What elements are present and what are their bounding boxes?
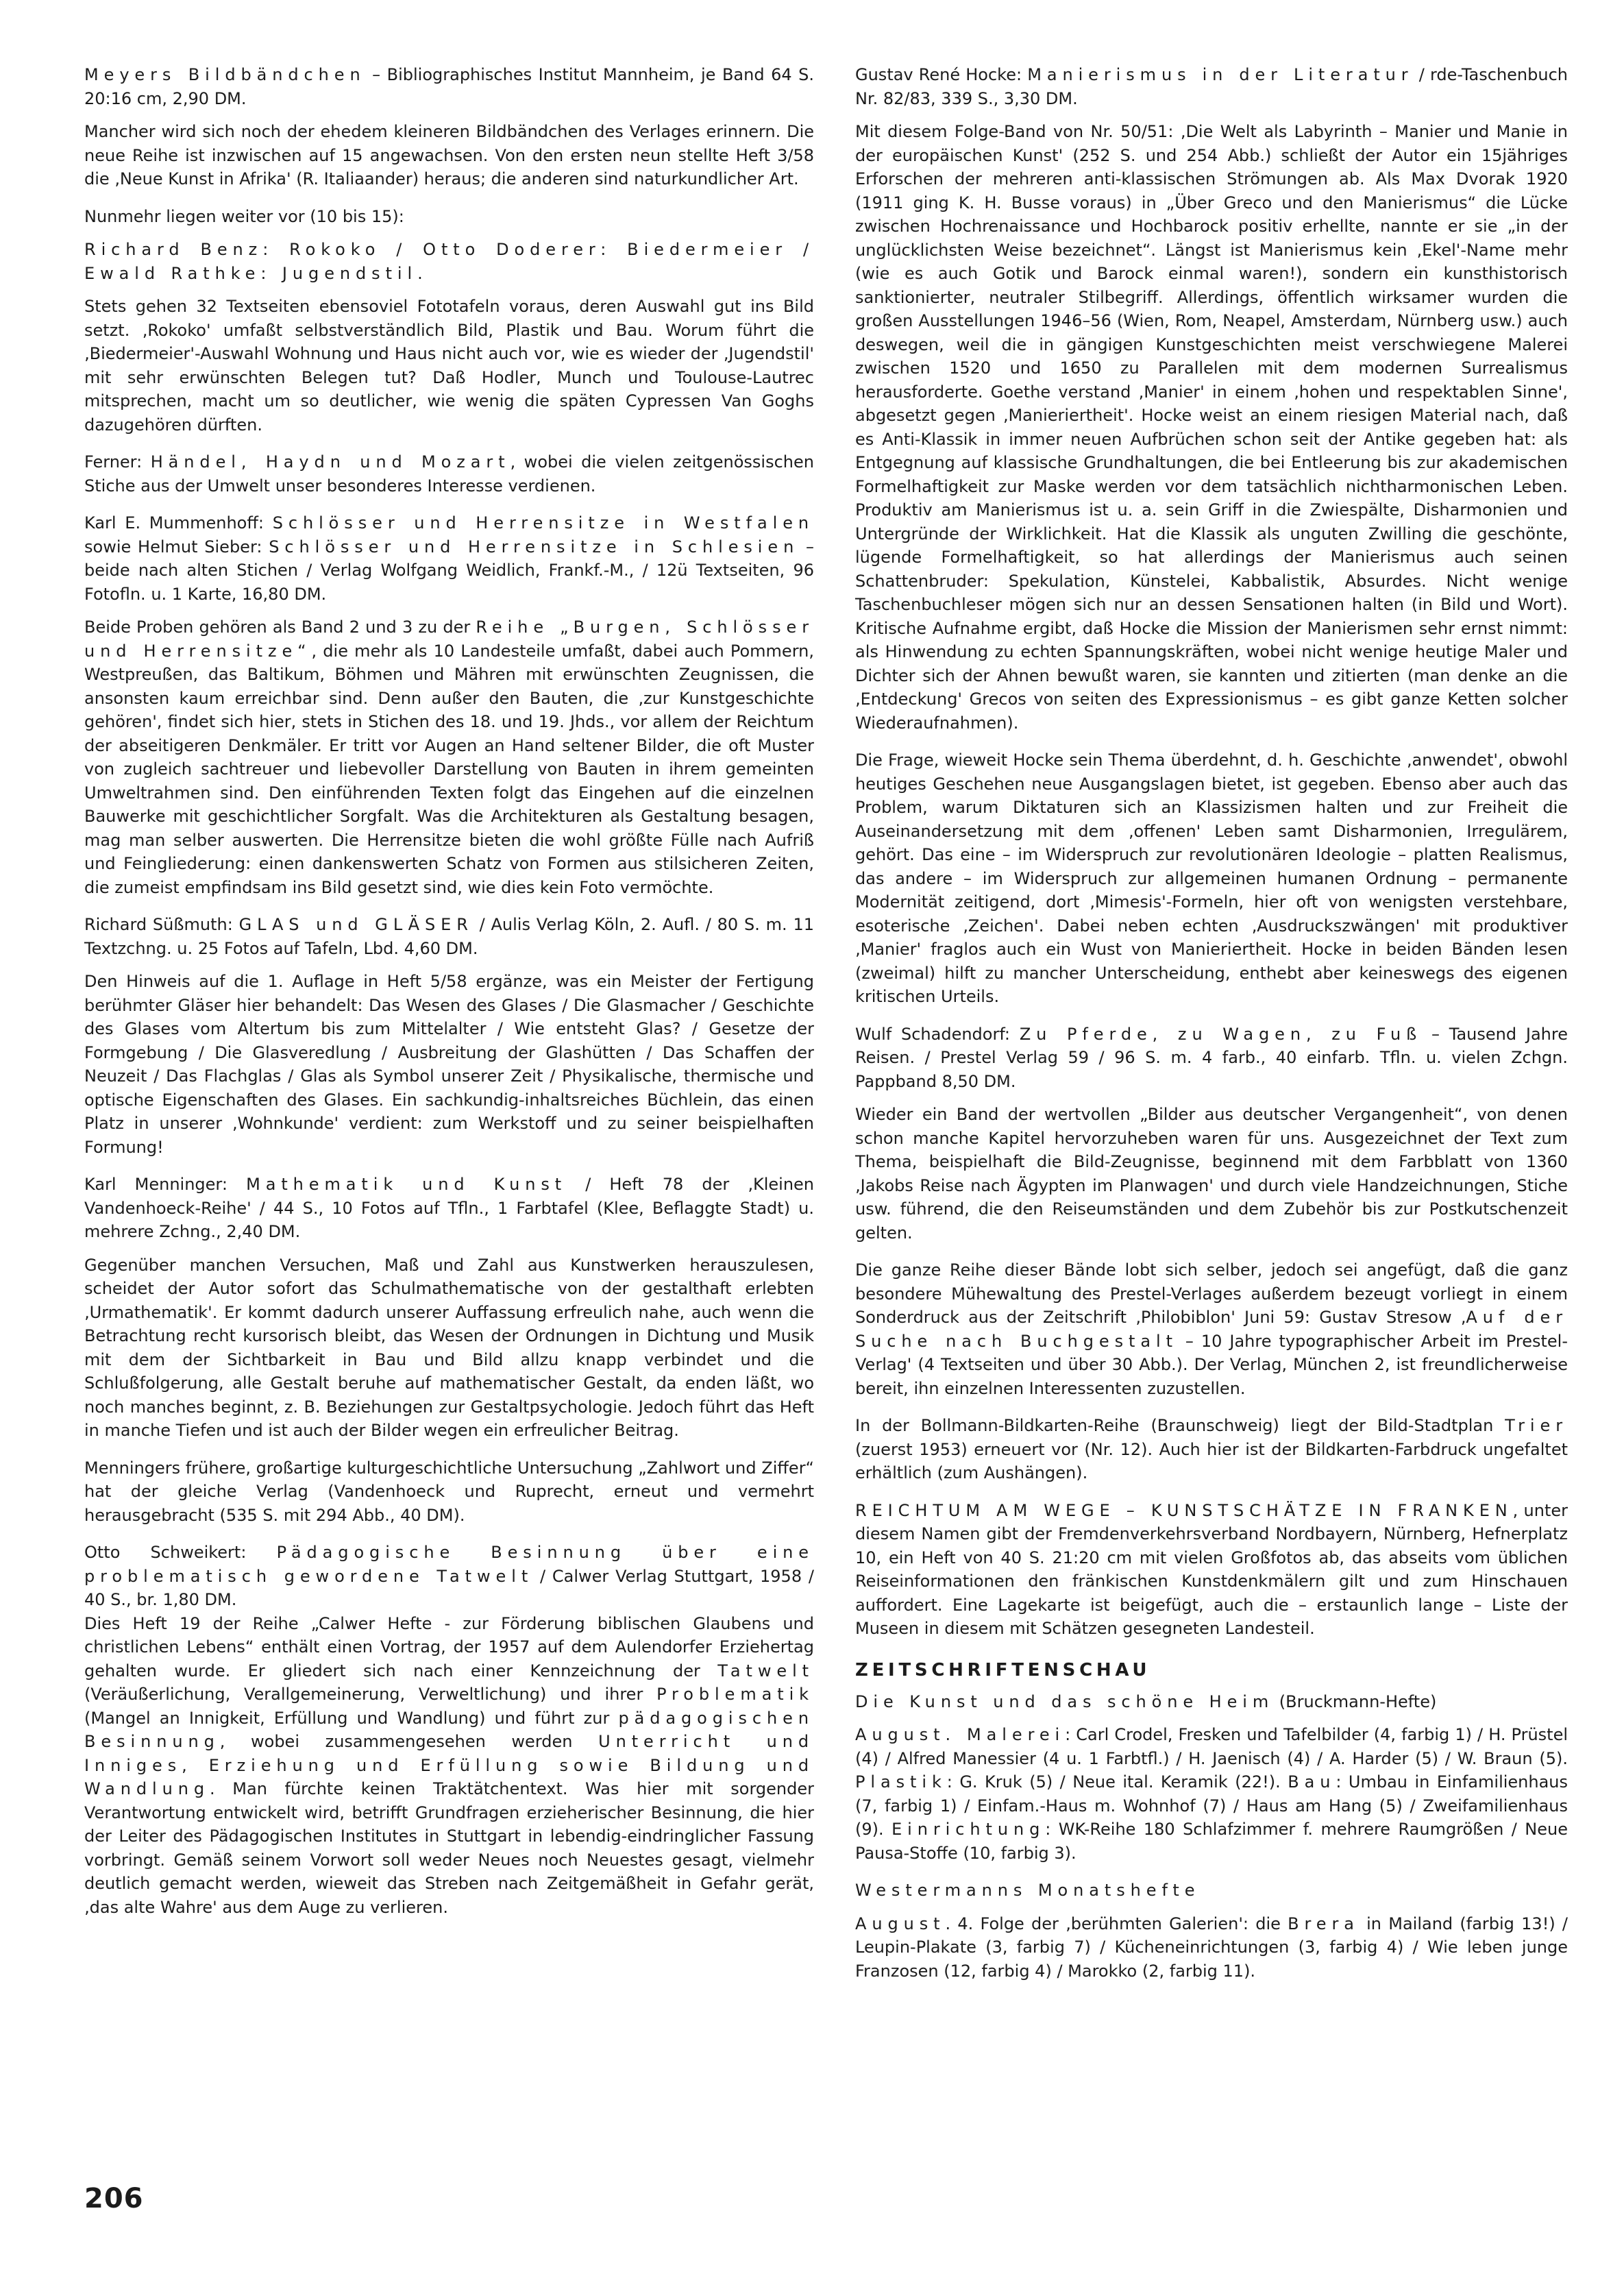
text-run: (Veräußerlichung, Verallgemeinerung, Verweltlichung) und ihrer [84, 1685, 657, 1704]
text-run: Karl E. Mummenhoff: [84, 513, 273, 533]
section-title-zeitschriftenschau: ZEITSCHRIFTENSCHAU [855, 1659, 1151, 1681]
text-run: : G. Kruk (5) / Neue ital. Keramik (22!). [946, 1772, 1288, 1792]
spaced-emphasis: Einrichtung [891, 1820, 1046, 1839]
text-run: Karl Menninger: [84, 1175, 247, 1194]
text-run: / rde-Taschenbuch Nr. 82/83, 339 S., 3,30 DM. [855, 65, 1568, 108]
review-paragraph [855, 748, 1568, 1009]
text-run: Mit diesem Folge-Band von Nr. 50/51: ‚Die Welt als Labyrinth – Manier und Manie in der europäischen Kunst' (252 S. und 254 Abb.) schließt der Autor ein 15jähriges Erforschen der mehreren anti-klassischen Strömungen ab. Als Max Dvorak 1920 (1911 ging K. H. Busse voraus) in „Über Greco und den Manierismus“ die Lücke zwischen Hochrenaissance und Hochbarock positiv erhellte, nannte er sie „in der unglücklichsten Weise bezeichnet“. Längst ist Manierismus kein ‚Ekel'-Name mehr (wie es auch Gotik und Barock einmal waren!), sondern ein kunsthistorisch sanktionierter, neutraler Stilbegriff. Allerdings, öffentlich wirksamer wurden die großen Ausstellungen 1946–56 (Wien, Rom, Neapel, Amsterdam, Nürnberg usw.) auch deswegen, weil die in gängigen Kunstgeschichten meist verschwiegene Malerei zwischen 1520 und 1650 zu Parallelen mit dem modernen Surrealismus herausforderte. Goethe verstand ‚Manier' in einem ‚hohen und respektablen Sinne', abgesetzt gegen ‚Manieriertheit'. Hocke weist an einem riesigen Material nach, daß es Anti-Klassik in immer neuen Aufbrüchen schon seit der Antike gegeben hat: als Entgegnung auf klassische Grundhaltungen, die bei Entleerung bis zur akademischen Formelhaftigkeit zur Maske werden vor dem tatsächlich nichtharmonischen Leben. Produktiv am Manierismus ist u. a. sein Griff in die Zwiespälte, Disharmonien und Untergründe der Wirklichkeit. Hat die Klassik als unguten Zwilling die geschönte, lügende Formelhaftigkeit, so hat allerdings der Manierismus auch seinen Schattenbruder: Spekulation, Künstelei, Kabbalistik, Absurdes. Nicht wenige Taschenbuchleser mögen sich nur an dessen Sensationen halten (in Bild und Wort). Kritische Aufnahme ergibt, daß Hocke die Mission der Manierismen sehr ernst nimmt: als Hinwendung zu echten Spannungskräften, wobei nicht wenige heutige Maler und Dichter sich der Ahnen bewußt waren, sie kannten und zitierten (man denke an die ‚Entdeckung' Grecos von seiten des Expressionismus – es gibt ganze Ketten solcher Wiederaufnahmen). [855, 122, 1568, 733]
text-run: Die Frage, wieweit Hocke sein Thema überdehnt, d. h. Geschichte ‚anwendet', obwohl heutiges Geschehen neue Ausgangslagen bietet, ist gegeben. Ebenso aber auch das Problem, warum Diktaturen sich an Klassizismen halten und zur Freiheit die Auseinandersetzung mit dem ‚offenen' Leben samt Disharmonien, Irregulärem, gehört. Das eine – im Widerspruch zur revolutionären Ideologie – platten Realismus, das andere – im Widerspruch zur allgemeinen humanen Ordnung – permanente Modernität zeitigend, dort ‚Mimesis'-Formeln, hier oft von wenigsten verstehbare, esoterische ‚Zeichen'. Dabei neben echten ‚Ausdruckszwängen' mit produktiver ‚Manier' fraglos auch ein Wust von Manieriertheit. Hocke in beiden Bänden lesen (zweimal) hilft zu mancher Unterscheidung, enthebt aber keineswegs des eigenen kritischen Urteils. [855, 750, 1568, 1006]
review-heading-glas [84, 913, 814, 960]
text-run: Gustav René Hocke: [855, 65, 1028, 84]
text-run: Richard Süßmuth: [84, 915, 239, 934]
text-run: , die mehr als 10 Landesteile umfaßt, dabei auch Pommern, Westpreußen, das Baltikum, Böhmen und Mähren mit erwünschten Zeugnissen, die ansonsten kaum erreichbar sind. Denn außer den Bauten, die ‚zur Kunstgeschichte gehören', findet sich hier, stets in Stichen des 18. und 19. Jhds., vor allem der Reichtum der abseitigeren Denkmäler. Er tritt vor Augen an Hand seltener Bilder, die oft Muster von zugleich sachtreuer und liebevoller Darstellung von Bauten in ihrem gemeinten Umweltrahmen sind. Den einführenden Texten folgt das Eingehen auf die einzelnen Bauwerke mit geschichtlicher Sorgfalt. Was die Architekturen als Gestaltung besagen, mag man selber auswerten. Die Herrensitze bieten die wohl größte Fülle nach Aufriß und Feingliederung: einen dankenswerten Schatz von Formen aus stilsicheren Zeiten, die zumeist empfindsam ins Bild gesetzt sind, wie dies kein Foto vermöchte. [84, 641, 814, 897]
text-run: : WK-Reihe 180 Schlafzimmer f. mehrere Raumgrößen / Neue Pausa-Stoffe (10, farbig 3). [855, 1820, 1568, 1863]
magazine-title-kunst-heim [855, 1690, 1568, 1714]
text-run: , wobei die vielen zeitgenössischen Stiche aus der Umwelt unser besonderes Interesse verdienen. [84, 452, 814, 496]
review-paragraph [84, 615, 814, 899]
review-heading-bildbaendchen [84, 63, 814, 110]
spaced-emphasis: Brera [1288, 1914, 1360, 1933]
text-run: in Mailand (farbig 13!) / Leupin-Plakate (3, farbig 7) / Kücheneinrichtungen (3, farbig 4) / Wie leben junge Franzosen (12, farbig 4) / Marokko (2, farbig 11). [855, 1914, 1568, 1981]
text-run: / Calwer Verlag Stuttgart, 1958 / 40 S., br. 1,80 DM. [84, 1566, 814, 1609]
spaced-emphasis: Mathematik und Kunst [246, 1175, 567, 1194]
spaced-emphasis: Bau [1288, 1772, 1336, 1792]
text-run: Beide Proben gehören als Band 2 und 3 zu der [84, 618, 476, 637]
left-column [84, 63, 814, 1933]
spaced-emphasis: Reihe „Burgen, Schlösser und Herrensitze“ [84, 618, 814, 661]
review-paragraph [855, 1103, 1568, 1245]
spaced-emphasis: August. Malerei [855, 1725, 1066, 1744]
review-heading-reisen [855, 1023, 1568, 1094]
text-run: (Bruckmann-Hefte) [1274, 1691, 1437, 1711]
spaced-emphasis: Zu Pferde, zu Wagen, zu Fuß [1019, 1024, 1423, 1044]
text-run: : Carl Crodel, Fresken und Tafelbilder (4, farbig 1) / H. Prüstel (4) / Alfred Manessier (4 u. 1 Farbtfl.) / H. Jaenisch (4) / A. Harder (5) / W. Braun (5). [855, 1725, 1568, 1768]
magazine-title-westermanns [855, 1879, 1568, 1903]
spaced-emphasis: Westermanns Monatshefte [855, 1881, 1201, 1900]
review-paragraph [84, 295, 814, 437]
text-run: In der Bollmann-Bildkarten-Reihe (Braunschweig) liegt der Bild-Stadtplan [855, 1416, 1505, 1435]
spaced-emphasis: August [855, 1914, 946, 1933]
review-heading-mathematik [84, 1173, 814, 1244]
spaced-emphasis: Unterricht und Inniges, Erziehung und Erfüllung sowie Bildung und Wandlung [84, 1732, 814, 1798]
text-run: Den Hinweis auf die 1. Auflage in Heft 5/58 ergänze, was ein Meister der Fertigung berühmter Gläser hier behandelt: Das Wesen des Glases / Die Glasmacher / Geschichte des Glases vom Altertum bis zum Mittelalter / Wie entsteht Glas? / Gesetze der Formgebung / Die Glasveredlung / Ausbreitung der Glashütten / Das Schaffen der Neuzeit / Das Flachglas / Glas als Symbol unserer Zeit / Physikalische, thermische und optische Eigenschaften des Glases. Ein sachkundig-inhaltsreiches Büchlein, das einen Platz in unserer ‚Wohnkunde' verdient: zum Werkstoff und zu seiner beispielhaften Formung! [84, 972, 814, 1157]
title-list [84, 238, 814, 285]
text-run: (Mangel an Innigkeit, Erfüllung und Wandlung) und führt zur [84, 1708, 619, 1728]
page-number: 206 [84, 2183, 144, 2214]
review-heading-schloesser [84, 511, 814, 606]
text-run: Nunmehr liegen weiter vor (10 bis 15): [84, 206, 404, 226]
text-run: Ferner: [84, 452, 151, 472]
text-run: Gegenüber manchen Versuchen, Maß und Zahl aus Kunstwerken herauszulesen, scheidet der Autor sofort das Schulmathematische von der gestalthaft erlebten ‚Urmathematik'. Er kommt dadurch unserer Auffassung erfreulich nahe, auch wenn die Betrachtung recht kursorisch bleibt, das Wesen der Ordnungen in Dichtung und Musik mit dem der Sichtbarkeit in Bau und Bild allzu knapp verbindet und die Schlußfolgerung, alle Gestalt beruhe auf mathematischer Gestalt, da enden läßt, wo noch manches beginnt, z. B. Beziehungen zur Gestaltpsychologie. Jedoch führt das Heft in manche Tiefen und ist auch der Bilder wegen ein erfreulicher Beitrag. [84, 1255, 814, 1440]
text-run: Die ganze Reihe dieser Bände lobt sich selber, jedoch sei angefügt, daß die ganz besondere Mühewaltung des Prestel-Verlages außerdem bezeugt vorliegt in einem Sonderdruck aus der Zeitschrift ‚Philobiblon' Juni 59: Gustav Stresow ‚ [855, 1260, 1568, 1327]
spaced-emphasis: Manierismus in der Literatur [1027, 65, 1414, 84]
text-run: Otto Schweikert: [84, 1543, 277, 1562]
text-run: / Heft 78 der ‚Kleinen Vandenhoeck-Reihe' / 44 S., 10 Fotos auf Tfln., 1 Farbtafel (Klee, Beflaggte Stadt) u. mehrere Zchng., 2,40 DM. [84, 1175, 815, 1241]
spaced-emphasis: Auf der Suche nach Buchgestalt [855, 1308, 1568, 1351]
magazine-contents [855, 1912, 1568, 1983]
review-paragraph [84, 120, 814, 191]
right-column [855, 63, 1568, 1996]
text-run: Dies Heft 19 der Reihe „Calwer Hefte - zur Förderung biblischen Glaubens und christlichen Lebens“ enthält einen Vortrag, der 1957 auf dem Aulendorfer Erziehertag gehalten wurde. Er gliedert sich nach einer Kennzeichnung der [84, 1613, 814, 1681]
review-paragraph [855, 1258, 1568, 1400]
text-run: Menningers frühere, großartige kulturgeschichtliche Untersuchung „Zahlwort und Ziffer“ hat der gleiche Verlag (Vandenhoeck und Ruprecht, erneut und vermehrt herausgebracht (535 S. mit 294 Abb., 40 DM). [84, 1458, 814, 1525]
text-run: . Man fürchte keinen Traktätchentext. Was hier mit sorgender Verantwortung entwickelt wird, betrifft Grundfragen erzieherischer Besinnung, die hier der Leiter des Pädagogischen Institutes in Stuttgart in lebendig-eindringlicher Fassung vorbringt. Gemäß seinem Vorwort soll weder Neues noch Neuestes gesagt, vielmehr deutlich gemacht werden, wieweit das Streben nach Zeitgemäßheit in Gefahr gerät, ‚das alte Wahre' aus dem Auge zu verlieren. [84, 1779, 814, 1917]
spaced-emphasis: Tatwelt [717, 1661, 814, 1681]
spaced-emphasis: Die Kunst und das schöne Heim [855, 1691, 1275, 1711]
review-paragraph [84, 205, 814, 229]
text-run: (zuerst 1953) erneuert vor (Nr. 12). Auch hier ist der Bildkarten-Farbdruck ungefaltet erhältlich (zum Aushängen). [855, 1439, 1568, 1482]
text-run: . 4. Folge der ‚berühmten Galerien': die [945, 1914, 1288, 1933]
text-run: Mancher wird sich noch der ehedem kleineren Bildbändchen des Verlages erinnern. Die neue Reihe ist inzwischen auf 15 angewachsen. Von den ersten neun stellte Heft 3/58 die ‚Neue Kunst in Afrika' (R. Italiaander) heraus; die anderen sind naturkundlicher Art. [84, 122, 814, 188]
spaced-emphasis: Richard Benz: Rokoko / Otto Doderer: Biedermeier / Ewald Rathke: Jugendstil. [84, 240, 814, 283]
review-paragraph [84, 1612, 814, 1920]
text-run: – beide nach alten Stichen / Verlag Wolfgang Weidlich, Frankf.-M., / 12ü Textseiten, 96 Fotofln. u. 1 Karte, 16,80 DM. [84, 537, 814, 604]
text-run: , wobei zusammengesehen werden [219, 1732, 599, 1751]
review-paragraph [855, 1499, 1568, 1641]
review-paragraph [84, 970, 814, 1159]
spaced-emphasis: Trier [1505, 1416, 1568, 1435]
spaced-emphasis: GLAS und GLÄSER [238, 915, 473, 934]
review-heading-paedagogik [84, 1541, 814, 1612]
review-paragraph [84, 1456, 814, 1528]
text-run: – Tausend Jahre Reisen. / Prestel Verlag 59 / 96 S. m. 4 farb., 40 einfarb. Tfln. u. vielen Zchgn. Pappband 8,50 DM. [855, 1024, 1568, 1091]
text-run: sowie Helmut Sieber: [84, 537, 269, 557]
spaced-emphasis: REICHTUM AM WEGE – KUNSTSCHÄTZE IN FRANKEN [855, 1500, 1513, 1520]
spaced-emphasis: Meyers Bildbändchen [84, 65, 366, 84]
spaced-emphasis: Problematik [656, 1685, 814, 1704]
text-run: – Bibliographisches Institut Mannheim, je Band 64 S. 20:16 cm, 2,90 DM. [84, 65, 814, 108]
text-run: : Umbau in Einfamilienhaus (7, farbig 1) / Einfam.-Haus m. Wohnhof (7) / Haus am Hang (5) / Zweifamilienhaus (9). [855, 1772, 1568, 1839]
review-paragraph [84, 450, 814, 498]
spaced-emphasis: Händel, Haydn und Mozart [150, 452, 510, 472]
spaced-emphasis: Schlösser und Herrensitze in Westfalen [272, 513, 815, 533]
spaced-emphasis: Schlösser und Herrensitze in Schlesien [269, 537, 800, 557]
review-heading-manierismus [855, 63, 1568, 110]
review-paragraph [855, 1414, 1568, 1485]
text-run: – 10 Jahre typographischer Arbeit im Prestel-Verlag' (4 Textseiten und über 30 Abb.). Der Verlag, München 2, ist freundlicherweise bereit, ihn einzelnen Interessenten zuzustellen. [855, 1331, 1568, 1398]
magazine-contents [855, 1723, 1568, 1865]
spaced-emphasis: Pädagogische Besinnung über eine problematisch gewordene Tatwelt [84, 1543, 814, 1586]
text-run: / Aulis Verlag Köln, 2. Aufl. / 80 S. m. 11 Textzchng. u. 25 Fotos auf Tafeln, Lbd. 4,60 DM. [84, 915, 814, 958]
spaced-emphasis: pädagogischen Besinnung [84, 1708, 814, 1751]
review-paragraph [84, 1254, 814, 1443]
text-run: Wieder ein Band der wertvollen „Bilder aus deutscher Vergangenheit“, von denen schon manche Kapitel hervorzuheben waren für uns. Ausgezeichnet der Text zum Thema, beispielhaft die Bild-Zeugnisse, beginnend mit dem Farbblatt von 1360 ‚Jakobs Reise nach Ägypten im Planwagen' und durch viele Handzeichnungen, Stiche usw. führend, die den Reiseumständen und dem Zubehör bis zur Postkutschenzeit gelten. [855, 1105, 1568, 1243]
text-run: , unter diesem Namen gibt der Fremdenverkehrsverband Nordbayern, Nürnberg, Hefnerplatz 10, ein Heft von 40 S. 21:20 cm mit vielen Großfotos ab, das abseits vom üblichen Reiseinformationen den fränkischen Kunstdenkmälern gilt und zum Hinschauen auffordert. Eine Lagekarte ist beigefügt, auch die – erstaunlich lange – Liste der Museen in diesem mit Schätzen gesegneten Landesteil. [855, 1500, 1568, 1638]
review-paragraph [855, 120, 1568, 735]
text-run: Stets gehen 32 Textseiten ebensoviel Fototafeln voraus, deren Auswahl gut ins Bild setzt. ‚Rokoko' umfaßt selbstverständlich Bild, Plastik und Bau. Worum führt die ‚Biedermeier'-Auswahl Wohnung und Haus nicht auch vor, wie es wieder der ‚Jugendstil' mit sehr erwünschten Belegen tut? Daß Hodler, Munch und Toulouse-Lautrec mitsprechen, macht um so deutlicher, wie wenig die späten Cypressen Van Goghs dazugehören dürften. [84, 297, 814, 435]
text-run: Wulf Schadendorf: [855, 1024, 1020, 1044]
spaced-emphasis: Plastik [855, 1772, 947, 1792]
